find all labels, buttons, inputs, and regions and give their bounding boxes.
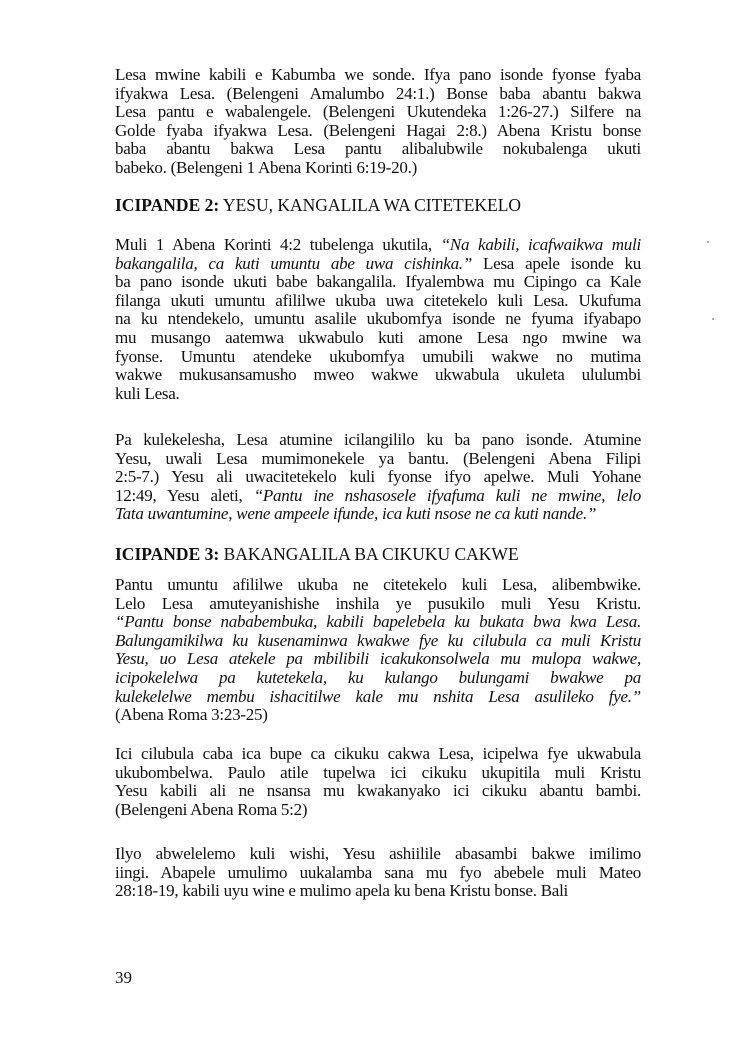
text-line: [115, 66, 641, 85]
italic-quote-text: Yesu, uo Lesa atekele pa mbilibili icakukonsolwela mu mulopa wakwe,: [115, 649, 641, 669]
text-segment: babeko. (Belengeni 1 Abena Korinti 6:19-20.): [115, 157, 418, 177]
text-line: [115, 273, 641, 292]
text-segment: filanga ukuti umuntu afililwe ukuba uwa citetekelo kuli Lesa. Ukufuma: [115, 290, 641, 310]
text-segment: mu musango aatemwa ukwabulo kuti amone Lesa ngo mwine wa: [115, 327, 641, 347]
text-line: [115, 613, 641, 632]
text-line: [115, 310, 641, 329]
italic-quote-text: bakangalila, ca kuti umuntu abe uwa cishinka.”: [115, 253, 473, 273]
text-line: [115, 122, 641, 141]
text-segment: Muli 1 Abena Korinti 4:2 tubelenga ukutila,: [115, 235, 441, 254]
text-segment: kuli Lesa.: [115, 383, 180, 403]
page-number: 39: [115, 968, 132, 987]
text-segment: Yesu, uwali Lesa mumimonekele ya bantu. (Belengeni Abena Filipi: [115, 448, 641, 468]
text-line: [115, 292, 641, 311]
section-heading: [115, 545, 641, 564]
text-segment: iingi. Abapele umulimo uukalamba sana mu fyo abebele muli Mateo: [115, 862, 641, 882]
text-segment: Lesa pantu e wabalengele. (Belengeni Ukutendeka 1:26-27.) Silfere na: [115, 102, 641, 122]
text-line: [115, 882, 641, 901]
text-segment: baba abantu bakwa Lesa pantu alibalubwile nokubalenga ukuti: [115, 139, 641, 159]
text-line: [115, 801, 641, 820]
text-segment: Ici cilubula caba ica bupe ca cikuku cakwa Lesa, icipelwa fye ukwabula: [115, 744, 641, 763]
text-segment: Ilyo abwelelemo kuli wishi, Yesu ashiilile abasambi bakwe imilimo: [115, 844, 641, 863]
text-line: [115, 632, 641, 651]
text-line: [115, 669, 641, 688]
text-segment: ba pano isonde ukuti babe bakangalila. Ifyalembwa mu Cipingo ca Kale: [115, 272, 641, 292]
text-segment: Golde fyaba ifyakwa Lesa. (Belengeni Hagai 2:8.) Abena Kristu bonse: [115, 120, 641, 140]
text-segment: YESU, KANGALILA WA CITETEKELO: [219, 195, 522, 215]
text-line: [115, 706, 641, 725]
text-line: [115, 764, 641, 783]
text-line: [115, 431, 641, 450]
paragraph: [115, 66, 641, 178]
paragraph: [115, 845, 641, 901]
italic-quote-text: icipokelelwa pa kutetekela, ku kulango bulungami bwakwe pa: [115, 667, 641, 687]
text-line: [115, 255, 641, 274]
text-segment: Yesu kabili ali ne nsansa mu kwakanyako ici cikuku abantu bambi.: [115, 781, 641, 801]
italic-quote-text: Tata uwantumine, wene ampeele ifunde, ica kuti nsose ne ca kuti nande.”: [115, 504, 597, 524]
text-line: [115, 505, 641, 524]
text-segment: Lesa mwine kabili e Kabumba we sonde. Ifya pano isonde fyonse fyaba: [115, 65, 641, 84]
italic-quote-text: “Na kabili, icafwaikwa muli: [440, 235, 641, 254]
paragraph: [115, 236, 641, 403]
scan-speck: [707, 241, 709, 243]
italic-quote-text: “Pantu ine nshasosele ifyafuma kuli ne mwine, lelo: [253, 485, 641, 505]
text-segment: ifyakwa Lesa. (Belengeni Amalumbo 24:1.) Bonse baba abantu bakwa: [115, 83, 641, 103]
heading-label: ICIPANDE 2:: [115, 195, 220, 215]
text-segment: Lesa apele isonde ku: [472, 253, 641, 273]
text-segment: fyonse. Umuntu atendeke ukubomfya umubili wakwe no mutima: [115, 346, 641, 366]
text-line: [115, 468, 641, 487]
italic-quote-text: Balungamikilwa ku kusenaminwa kwakwe fye ku cilubula ca muli Kristu: [115, 630, 641, 650]
text-line: [115, 487, 641, 506]
text-line: [115, 348, 641, 367]
text-line: [115, 688, 641, 707]
text-segment: Pa kulekelesha, Lesa atumine icilangililo ku ba pano isonde. Atumine: [115, 430, 641, 449]
text-segment: ukubombelwa. Paulo atile tupelwa ici cikuku ukupitila muli Kristu: [115, 762, 641, 782]
section-heading: [115, 196, 641, 215]
text-line: [115, 103, 641, 122]
text-line: [115, 450, 641, 469]
text-segment: 2:5-7.) Yesu ali uwacitetekelo kuli fyonse ifyo apelwe. Muli Yohane: [115, 467, 641, 487]
text-segment: Lelo Lesa amuteyanishishe inshila ye pusukilo muli Yesu Kristu.: [115, 593, 641, 613]
text-line: [115, 236, 641, 255]
text-segment: BAKANGALILA BA CIKUKU CAKWE: [219, 544, 519, 564]
text-line: [115, 329, 641, 348]
text-segment: 28:18-19, kabili uyu wine e mulimo apela ku bena Kristu bonse. Bali: [115, 881, 569, 901]
text-line: [115, 140, 641, 159]
text-line: [115, 650, 641, 669]
text-segment: wakwe mukusansamusho mweo wakwe ukwabula ukuleta ululumbi: [115, 365, 641, 385]
text-line: [115, 864, 641, 883]
text-line: [115, 595, 641, 614]
text-line: [115, 545, 641, 564]
paragraph: [115, 576, 641, 725]
text-line: [115, 85, 641, 104]
text-line: [115, 366, 641, 385]
heading-label: ICIPANDE 3:: [115, 544, 220, 564]
paragraph: [115, 745, 641, 819]
text-segment: Pantu umuntu afililwe ukuba ne citetekelo kuli Lesa, alibembwike.: [115, 575, 641, 594]
text-line: [115, 576, 641, 595]
text-line: [115, 159, 641, 178]
italic-quote-text: kulekelelwe membu ishacitilwe kale mu nshita Lesa asulileko fye.”: [115, 686, 641, 706]
text-segment: na ku ntendekelo, umuntu asalile ukubomfya isonde ne fyuma ifyabapo: [115, 309, 641, 329]
text-segment: (Abena Roma 3:23-25): [115, 705, 268, 725]
scan-speck: [712, 318, 714, 320]
text-line: [115, 782, 641, 801]
text-line: [115, 385, 641, 404]
italic-quote-text: “Pantu bonse nababembuka, kabili bapelebela ku bukata bwa kwa Lesa.: [115, 612, 641, 632]
text-segment: (Belengeni Abena Roma 5:2): [115, 799, 308, 819]
text-line: [115, 845, 641, 864]
text-segment: 12:49, Yesu aleti,: [115, 485, 254, 505]
paragraph: [115, 431, 641, 524]
text-line: [115, 745, 641, 764]
text-line: [115, 196, 641, 215]
